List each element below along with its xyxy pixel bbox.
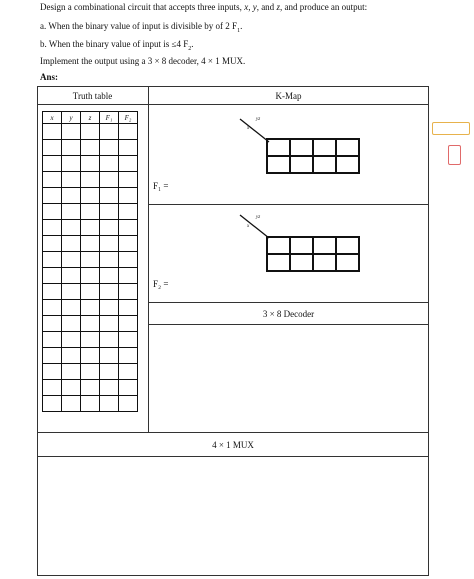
- truth-table-cell: [62, 348, 81, 364]
- truth-table-cell: [81, 156, 100, 172]
- truth-table-row: [43, 204, 138, 220]
- kmap-1-cell: [336, 156, 359, 173]
- truth-table-cell: [81, 140, 100, 156]
- truth-table-cell: [100, 396, 119, 412]
- comma-text: ,: [248, 2, 253, 12]
- truth-table-cell: [100, 140, 119, 156]
- truth-table-cell: [81, 300, 100, 316]
- kmap-2-cell: [290, 237, 313, 254]
- truth-table-row: [43, 124, 138, 140]
- truth-table-cell: [119, 124, 138, 140]
- truth-table-cell: [81, 124, 100, 140]
- truth-table-row: [43, 348, 138, 364]
- truth-table-row: [43, 364, 138, 380]
- item-b-subscript: 2: [188, 45, 192, 52]
- truth-table-cell: [100, 364, 119, 380]
- truth-table-cell: [81, 172, 100, 188]
- question-intro-text: Design a combinational circuit that accepts three inputs,: [40, 2, 245, 12]
- truth-table-cell: [81, 268, 100, 284]
- truth-table-cell: [43, 380, 62, 396]
- truth-table-header: Truth table: [72, 91, 113, 101]
- kmap-2-cell: [267, 254, 290, 271]
- mux-top-divider: [37, 432, 429, 433]
- truth-table-row: [43, 172, 138, 188]
- truth-table-row: [43, 300, 138, 316]
- truth-table-cell: [43, 204, 62, 220]
- kmap-2-cell: [336, 237, 359, 254]
- truth-table-cell: [100, 156, 119, 172]
- truth-table-row: [43, 316, 138, 332]
- truth-table-cell: [100, 236, 119, 252]
- truth-table-cell: [62, 300, 81, 316]
- truth-table-cell: [62, 364, 81, 380]
- col-x: x: [43, 112, 62, 124]
- var-z: z: [276, 2, 280, 12]
- truth-table-cell: [43, 188, 62, 204]
- kmap-2-cell: [267, 237, 290, 254]
- kmap-1-x-label: x: [247, 126, 250, 131]
- truth-table-cell: [119, 252, 138, 268]
- truth-table-cell: [100, 284, 119, 300]
- kmap-1-yz-label: yz: [256, 117, 261, 122]
- truth-table-cell: [62, 396, 81, 412]
- truth-table-cell: [43, 252, 62, 268]
- kmap-1-cell: [313, 139, 336, 156]
- truth-table-cell: [43, 332, 62, 348]
- truth-table-cell: [62, 172, 81, 188]
- kmap-2-diagonal: [240, 215, 269, 238]
- truth-table-row: [43, 396, 138, 412]
- truth-table-row: [43, 380, 138, 396]
- item-a-subscript: 1: [237, 27, 241, 34]
- truth-table-row: [43, 268, 138, 284]
- truth-table-row: [43, 332, 138, 348]
- kmap-2-cell: [336, 254, 359, 271]
- truth-table-cell: [100, 172, 119, 188]
- kmap-2-cell: [290, 254, 313, 271]
- truth-table-cell: [81, 284, 100, 300]
- kmap-2-x-label: x: [247, 224, 250, 229]
- truth-table-cell: [43, 396, 62, 412]
- truth-table-cell: [100, 220, 119, 236]
- col-y: y: [62, 112, 81, 124]
- truth-table-cell: [81, 332, 100, 348]
- truth-table-cell: [100, 300, 119, 316]
- truth-table-cell: [100, 380, 119, 396]
- truth-table-cell: [100, 316, 119, 332]
- truth-table-cell: [43, 140, 62, 156]
- kmap-1-cell: [267, 156, 290, 173]
- truth-table-cell: [43, 316, 62, 332]
- kmap-divider-2: [148, 302, 429, 303]
- header-divider: [37, 104, 429, 105]
- kmap-2-cell: [313, 254, 336, 271]
- kmap-1-cell: [267, 139, 290, 156]
- f2-expression: F₂ =: [153, 279, 169, 289]
- item-a-text: a. When the binary value of input is divisible by of 2 F: [40, 21, 238, 31]
- truth-table-cell: [62, 252, 81, 268]
- truth-table-cell: [62, 332, 81, 348]
- truth-table-cell: [119, 364, 138, 380]
- truth-table-cell: [62, 220, 81, 236]
- truth-table-cell: [119, 172, 138, 188]
- truth-table-cell: [62, 268, 81, 284]
- truth-table-row: [43, 252, 138, 268]
- truth-table-cell: [43, 124, 62, 140]
- truth-table-cell: [62, 156, 81, 172]
- question-line-1: [40, 2, 367, 13]
- truth-table-cell: [43, 348, 62, 364]
- truth-table-cell: [62, 188, 81, 204]
- truth-table-row: [43, 284, 138, 300]
- truth-table-row: [43, 236, 138, 252]
- truth-table-cell: [81, 380, 100, 396]
- truth-table-cell: [62, 124, 81, 140]
- truth-table-cell: [81, 236, 100, 252]
- truth-table-cell: [119, 380, 138, 396]
- item-b-end: .: [191, 39, 194, 49]
- item-a: [40, 21, 242, 37]
- truth-table-cell: [119, 204, 138, 220]
- truth-table-cell: [43, 284, 62, 300]
- truth-table-cell: [81, 364, 100, 380]
- truth-table-row: [43, 220, 138, 236]
- truth-table-cell: [62, 380, 81, 396]
- kmap-1-grid: [266, 138, 360, 174]
- truth-table-cell: [43, 364, 62, 380]
- truth-table-cell: [43, 268, 62, 284]
- kmap-1-cell: [290, 156, 313, 173]
- col-f1: F₁: [100, 112, 119, 124]
- truth-table-cell: [100, 332, 119, 348]
- truth-table-cell: [81, 252, 100, 268]
- mux-label: 4 × 1 MUX: [212, 440, 254, 450]
- var-y: y: [252, 2, 257, 12]
- var-x: x: [244, 2, 249, 12]
- kmap-1-diagonal: [240, 119, 269, 142]
- item-a-end: .: [240, 21, 243, 31]
- mux-header-divider: [37, 456, 429, 457]
- decoder-label: 3 × 8 Decoder: [262, 309, 315, 319]
- and-text: , and: [256, 2, 277, 12]
- truth-table-cell: [62, 204, 81, 220]
- truth-table-cell: [62, 316, 81, 332]
- truth-table-cell: [119, 396, 138, 412]
- truth-table-cell: [81, 204, 100, 220]
- decoder-divider: [148, 324, 429, 325]
- truth-table-cell: [119, 316, 138, 332]
- truth-table-cell: [119, 140, 138, 156]
- kmap-1-cell: [313, 156, 336, 173]
- highlight-rectangle: [432, 122, 470, 135]
- truth-table-cell: [81, 220, 100, 236]
- kmap-1-cell: [336, 139, 359, 156]
- f1-expression: F₁ =: [153, 181, 169, 191]
- truth-table-cell: [43, 220, 62, 236]
- truth-table-cell: [43, 300, 62, 316]
- truth-table-cell: [119, 156, 138, 172]
- truth-table-row: [43, 188, 138, 204]
- truth-table-cell: [119, 236, 138, 252]
- col-z: z: [81, 112, 100, 124]
- kmap-2-grid: [266, 236, 360, 272]
- truth-table-cell: [43, 172, 62, 188]
- truth-table-cell: [81, 348, 100, 364]
- truth-table-cell: [119, 300, 138, 316]
- truth-table-cell: [81, 396, 100, 412]
- truth-table-row: [43, 140, 138, 156]
- truth-table-cell: [81, 188, 100, 204]
- column-divider: [148, 86, 149, 432]
- truth-table-cell: [119, 332, 138, 348]
- implement-text: Implement the output using a 3 × 8 decoder, 4 × 1 MUX.: [40, 56, 246, 66]
- truth-table-cell: [62, 236, 81, 252]
- ans-label: Ans:: [40, 72, 59, 82]
- truth-table-cell: [119, 284, 138, 300]
- kmap-divider-1: [148, 204, 429, 205]
- truth-table-cell: [119, 188, 138, 204]
- question-intro-end: , and produce an output:: [279, 2, 368, 12]
- kmap-2-cell: [313, 237, 336, 254]
- kmap-1-cell: [290, 139, 313, 156]
- truth-table-cell: [62, 284, 81, 300]
- truth-table-cell: [43, 236, 62, 252]
- truth-table-cell: [43, 156, 62, 172]
- kmap-2-yz-label: yz: [256, 215, 261, 220]
- truth-table-cell: [119, 268, 138, 284]
- truth-table-cell: [100, 188, 119, 204]
- truth-table-cell: [62, 140, 81, 156]
- item-b-text: b. When the binary value of input is ≤4 F: [40, 39, 189, 49]
- kmap-header: K-Map: [275, 91, 302, 101]
- truth-table-cell: [100, 348, 119, 364]
- truth-table-cell: [100, 204, 119, 220]
- truth-table: [42, 111, 138, 412]
- truth-table-header-row: [43, 112, 138, 124]
- item-b: [40, 39, 194, 55]
- truth-table-cell: [119, 220, 138, 236]
- truth-table-cell: [100, 268, 119, 284]
- col-f2: F₂: [119, 112, 138, 124]
- truth-table-cell: [81, 316, 100, 332]
- truth-table-cell: [119, 348, 138, 364]
- highlight-square: [448, 145, 461, 165]
- truth-table-cell: [100, 124, 119, 140]
- truth-table-cell: [100, 252, 119, 268]
- truth-table-row: [43, 156, 138, 172]
